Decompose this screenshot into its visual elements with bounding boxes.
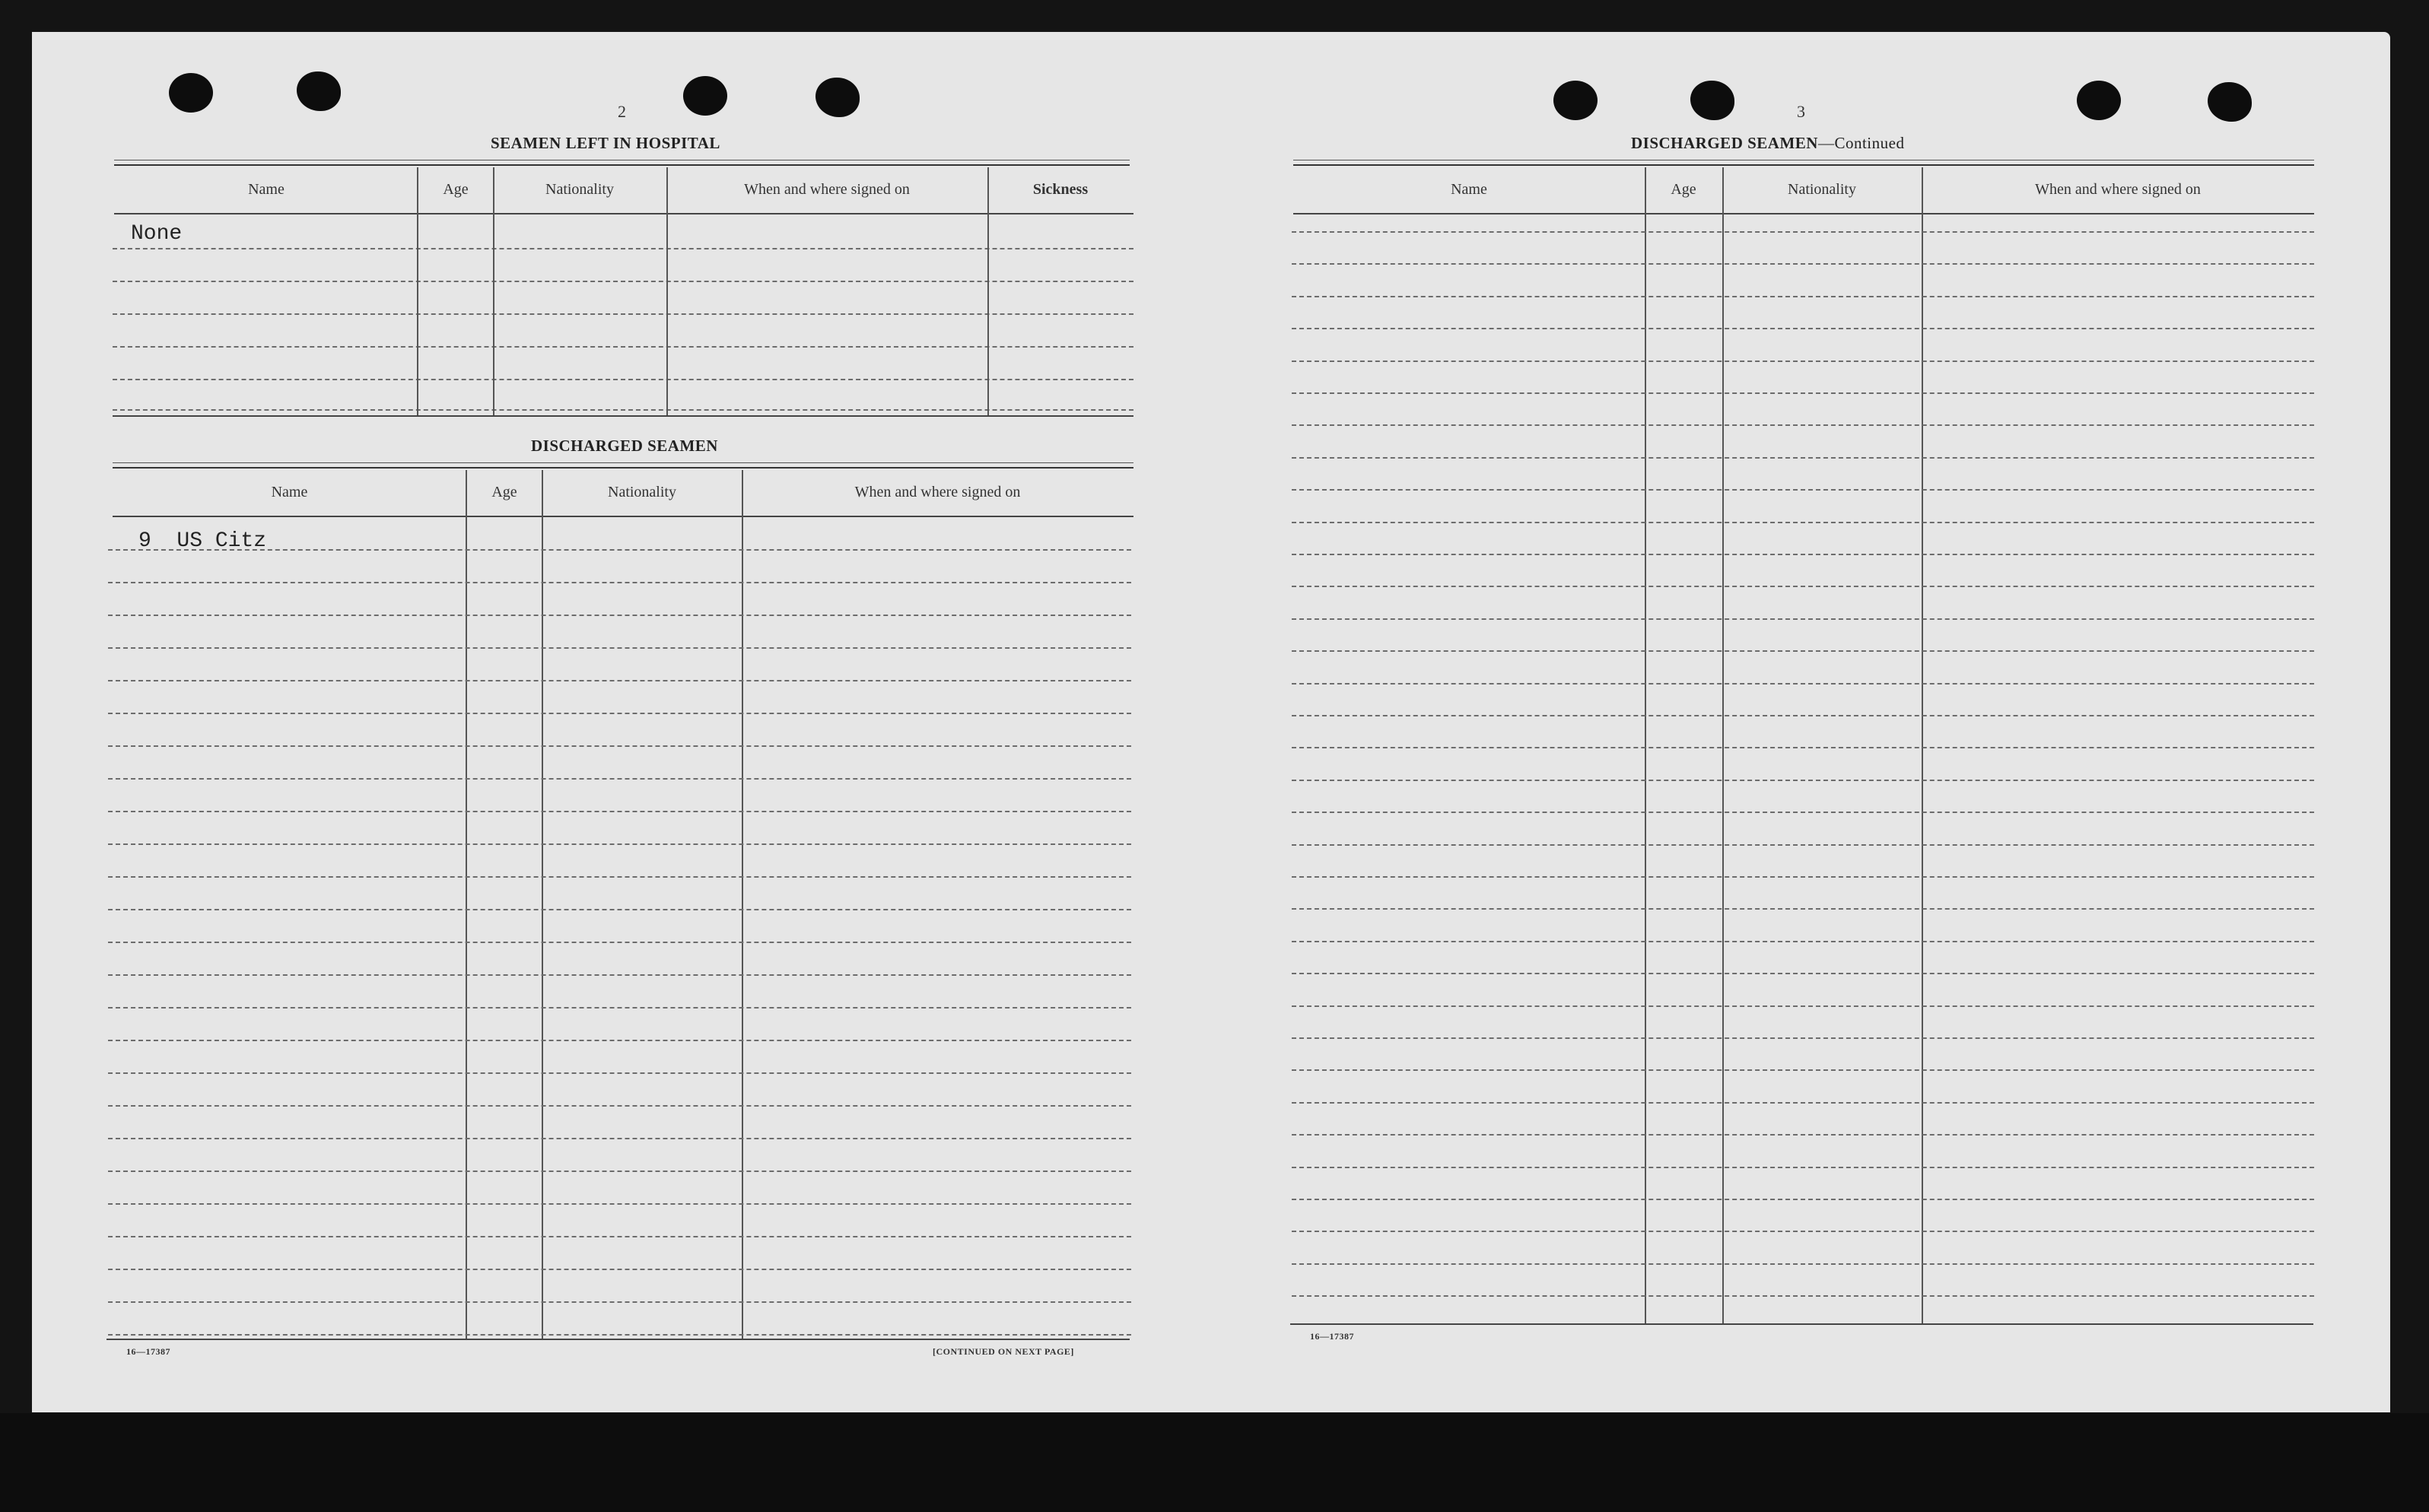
table-row-line <box>1292 650 2314 652</box>
hospital-row-line <box>113 313 1133 315</box>
table-row-line <box>108 876 1131 878</box>
table-row-line <box>1292 1199 2314 1200</box>
table-row-line <box>1292 457 2314 459</box>
form-number: 16—17387 <box>126 1346 170 1357</box>
table-row-line <box>108 1236 1131 1237</box>
scan-border <box>0 1413 2429 1512</box>
table-row-line <box>1292 1167 2314 1168</box>
hospital-header-rule <box>114 213 1133 214</box>
table-row-line <box>1292 586 2314 587</box>
table-row-line <box>1292 361 2314 362</box>
right-col-nationality: Nationality <box>1788 181 1856 198</box>
table-row-line <box>1292 941 2314 942</box>
right-col-divider <box>1722 167 1724 1323</box>
table-row-line <box>1292 747 2314 748</box>
discharged-col-when-where: When and where signed on <box>854 484 1021 500</box>
discharged-col-nationality: Nationality <box>608 484 676 500</box>
table-row-line <box>1292 424 2314 426</box>
table-row-line <box>1292 876 2314 878</box>
table-row-line <box>1292 1037 2314 1039</box>
discharged-continued-title-main: DISCHARGED SEAMEN <box>1631 134 1818 152</box>
continued-suffix: —Continued <box>1817 134 1905 152</box>
hospital-row-line <box>113 379 1133 380</box>
right-col-age: Age <box>1671 181 1696 198</box>
table-row-line <box>108 778 1131 780</box>
discharged-entry: 9 US Citz <box>138 529 267 553</box>
hospital-top-rule <box>114 160 1130 166</box>
table-row-line <box>1292 1231 2314 1232</box>
table-row-line <box>108 1269 1131 1270</box>
punch-hole <box>1553 81 1598 120</box>
hospital-col-divider <box>417 167 418 415</box>
table-row-line <box>108 1138 1131 1139</box>
table-row-line <box>1292 973 2314 974</box>
discharged-top-rule <box>113 462 1133 469</box>
table-row-line <box>1292 328 2314 329</box>
right-header-rule <box>1293 213 2314 214</box>
discharged-col-age: Age <box>491 484 517 500</box>
table-row-line <box>108 1171 1131 1172</box>
right-col-divider <box>1922 167 1923 1323</box>
table-row-line <box>1292 618 2314 620</box>
table-row-line <box>108 713 1131 714</box>
page-number: 2 <box>618 102 626 121</box>
table-row-line <box>108 549 1131 551</box>
right-col-name: Name <box>1451 181 1487 198</box>
table-row-line <box>108 1040 1131 1041</box>
discharged-col-divider <box>542 470 543 1339</box>
right-col-divider <box>1645 167 1646 1323</box>
discharged-col-name: Name <box>271 484 308 500</box>
table-row-line <box>1292 1134 2314 1136</box>
table-row-line <box>108 615 1131 616</box>
table-row-line <box>1292 392 2314 394</box>
hospital-bottom-rule <box>113 415 1133 417</box>
table-row-line <box>1292 683 2314 685</box>
hospital-row-line <box>113 409 1133 411</box>
punch-hole <box>1690 81 1734 120</box>
table-row-line <box>108 647 1131 649</box>
table-row-line <box>108 745 1131 747</box>
table-row-line <box>1292 263 2314 265</box>
table-row-line <box>108 1334 1131 1336</box>
hospital-col-divider <box>666 167 668 415</box>
table-row-line <box>1292 715 2314 716</box>
punch-hole <box>683 76 727 116</box>
right-bottom-rule <box>1290 1323 2313 1325</box>
continued-note: [CONTINUED ON NEXT PAGE] <box>933 1346 1074 1357</box>
table-row-line <box>1292 1263 2314 1265</box>
table-row-line <box>108 1105 1131 1107</box>
hospital-col-divider <box>493 167 494 415</box>
discharged-col-divider <box>742 470 743 1339</box>
table-row-line <box>108 909 1131 910</box>
table-row-line <box>1292 296 2314 297</box>
hospital-row-line <box>113 346 1133 348</box>
hospital-entry: None <box>131 222 183 246</box>
table-row-line <box>1292 522 2314 523</box>
form-number: 16—17387 <box>1310 1331 1354 1342</box>
table-row-line <box>108 1301 1131 1303</box>
table-row-line <box>1292 908 2314 910</box>
table-row-line <box>1292 844 2314 846</box>
table-row-line <box>1292 812 2314 813</box>
punch-hole <box>169 73 213 113</box>
table-row-line <box>108 1072 1131 1074</box>
right-col-when-where: When and where signed on <box>2035 181 2201 198</box>
discharged-col-divider <box>466 470 467 1339</box>
table-row-line <box>108 811 1131 812</box>
table-row-line <box>108 942 1131 943</box>
punch-hole <box>815 78 860 117</box>
table-row-line <box>108 974 1131 976</box>
hospital-col-divider <box>987 167 989 415</box>
hospital-row-line <box>113 248 1133 249</box>
hospital-col-age: Age <box>443 181 469 198</box>
table-row-line <box>108 680 1131 681</box>
table-row-line <box>1292 1005 2314 1007</box>
table-row-line <box>108 843 1131 845</box>
hospital-col-nationality: Nationality <box>545 181 614 198</box>
table-row-line <box>1292 554 2314 555</box>
table-row-line <box>108 1203 1131 1205</box>
hospital-col-name: Name <box>248 181 285 198</box>
table-row-line <box>1292 780 2314 781</box>
discharged-header-rule <box>113 516 1133 517</box>
punch-hole <box>2077 81 2121 120</box>
hospital-row-line <box>113 281 1133 282</box>
form-sheet <box>32 32 2390 1412</box>
table-row-line <box>1292 231 2314 233</box>
right-top-rule <box>1293 160 2314 166</box>
table-row-line <box>1292 1295 2314 1297</box>
table-row-line <box>1292 1102 2314 1104</box>
punch-hole <box>2208 82 2252 122</box>
discharged-section-title: DISCHARGED SEAMEN <box>531 437 718 455</box>
discharged-bottom-rule <box>107 1339 1130 1340</box>
hospital-section-title: SEAMEN LEFT IN HOSPITAL <box>491 134 720 152</box>
table-row-line <box>1292 1069 2314 1071</box>
page-number: 3 <box>1797 102 1805 121</box>
punch-hole <box>297 71 341 111</box>
discharged-continued-title <box>1631 134 1904 153</box>
table-row-line <box>108 1007 1131 1009</box>
table-row-line <box>108 582 1131 583</box>
hospital-col-when-where: When and where signed on <box>744 181 910 198</box>
hospital-col-sickness: Sickness <box>1032 181 1089 198</box>
table-row-line <box>1292 489 2314 491</box>
